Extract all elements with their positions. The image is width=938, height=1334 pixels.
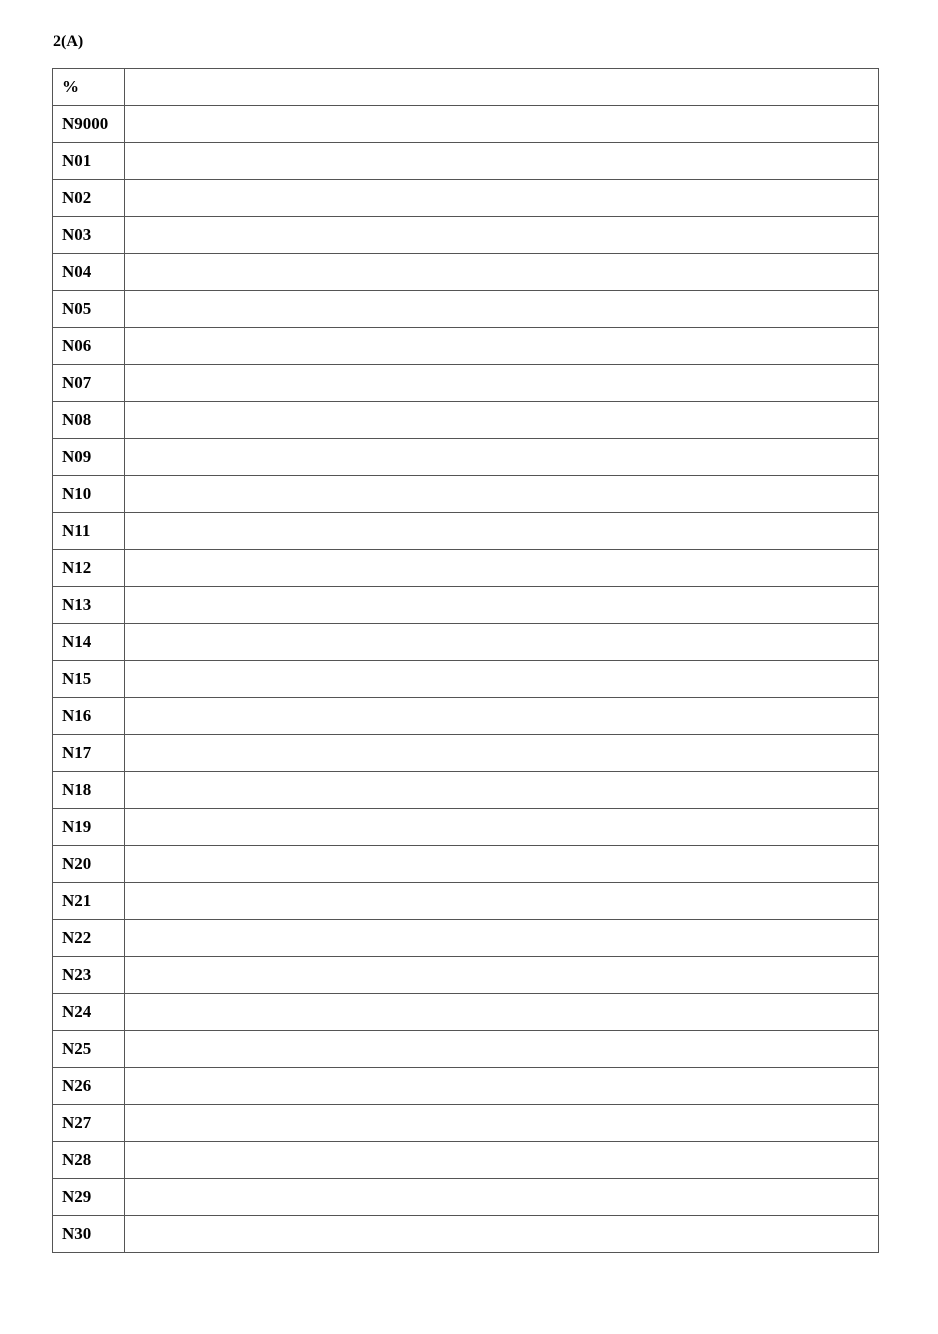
table-row: [53, 513, 879, 550]
row-label: N17: [53, 735, 125, 772]
row-content: [125, 587, 879, 624]
row-label: %: [53, 69, 125, 106]
row-label: N25: [53, 1031, 125, 1068]
row-content: [125, 254, 879, 291]
row-label: N09: [53, 439, 125, 476]
program-table: [52, 68, 879, 1253]
row-label: N01: [53, 143, 125, 180]
table-row: [53, 994, 879, 1031]
table-row: [53, 328, 879, 365]
row-content: [125, 1142, 879, 1179]
row-content: [125, 772, 879, 809]
table-row: [53, 587, 879, 624]
row-content: [125, 735, 879, 772]
table-row: [53, 180, 879, 217]
row-content: [125, 994, 879, 1031]
row-label: N13: [53, 587, 125, 624]
row-content: [125, 957, 879, 994]
row-label: N10: [53, 476, 125, 513]
table-row: [53, 143, 879, 180]
table-row: [53, 957, 879, 994]
row-content: [125, 328, 879, 365]
table-row: [53, 883, 879, 920]
table-row: [53, 809, 879, 846]
table-row: [53, 550, 879, 587]
row-label: N14: [53, 624, 125, 661]
row-content: [125, 106, 879, 143]
table-row: [53, 402, 879, 439]
row-label: N11: [53, 513, 125, 550]
row-label: N04: [53, 254, 125, 291]
row-content: [125, 291, 879, 328]
table-row: [53, 772, 879, 809]
row-content: [125, 1031, 879, 1068]
row-label: N21: [53, 883, 125, 920]
table-row: [53, 661, 879, 698]
row-content: [125, 402, 879, 439]
row-label: N23: [53, 957, 125, 994]
row-label: N02: [53, 180, 125, 217]
table-row: [53, 365, 879, 402]
table-row: [53, 624, 879, 661]
row-content: [125, 883, 879, 920]
row-label: N9000: [53, 106, 125, 143]
row-label: N05: [53, 291, 125, 328]
table-row: [53, 1105, 879, 1142]
row-label: N18: [53, 772, 125, 809]
table-row: [53, 254, 879, 291]
table-body: [53, 69, 879, 1253]
row-content: [125, 513, 879, 550]
row-label: N06: [53, 328, 125, 365]
table-row: [53, 1068, 879, 1105]
table-row: [53, 1179, 879, 1216]
table-row: [53, 735, 879, 772]
row-content: [125, 846, 879, 883]
row-content: [125, 217, 879, 254]
row-label: N19: [53, 809, 125, 846]
row-content: [125, 661, 879, 698]
table-row: [53, 846, 879, 883]
table-row: [53, 476, 879, 513]
table-row: [53, 106, 879, 143]
row-label: N08: [53, 402, 125, 439]
table-row: [53, 1031, 879, 1068]
row-content: [125, 365, 879, 402]
row-content: [125, 1216, 879, 1253]
row-label: N03: [53, 217, 125, 254]
row-content: [125, 1105, 879, 1142]
table-row: [53, 698, 879, 735]
table-row: [53, 217, 879, 254]
table-row: [53, 291, 879, 328]
row-label: N26: [53, 1068, 125, 1105]
table-row: [53, 69, 879, 106]
row-content: [125, 698, 879, 735]
row-label: N07: [53, 365, 125, 402]
row-label: N24: [53, 994, 125, 1031]
row-content: [125, 550, 879, 587]
row-label: N15: [53, 661, 125, 698]
row-label: N22: [53, 920, 125, 957]
row-label: N16: [53, 698, 125, 735]
row-content: [125, 1068, 879, 1105]
table-row: [53, 1142, 879, 1179]
row-content: [125, 180, 879, 217]
row-label: N28: [53, 1142, 125, 1179]
row-content: [125, 476, 879, 513]
row-content: [125, 920, 879, 957]
row-content: [125, 439, 879, 476]
row-content: [125, 809, 879, 846]
row-content: [125, 143, 879, 180]
row-label: N27: [53, 1105, 125, 1142]
row-content: [125, 69, 879, 106]
table-row: [53, 920, 879, 957]
row-label: N12: [53, 550, 125, 587]
row-label: N20: [53, 846, 125, 883]
row-label: N30: [53, 1216, 125, 1253]
row-label: N29: [53, 1179, 125, 1216]
row-content: [125, 1179, 879, 1216]
page-heading: 2(A): [53, 33, 84, 50]
table-row: [53, 439, 879, 476]
row-content: [125, 624, 879, 661]
table-row: [53, 1216, 879, 1253]
